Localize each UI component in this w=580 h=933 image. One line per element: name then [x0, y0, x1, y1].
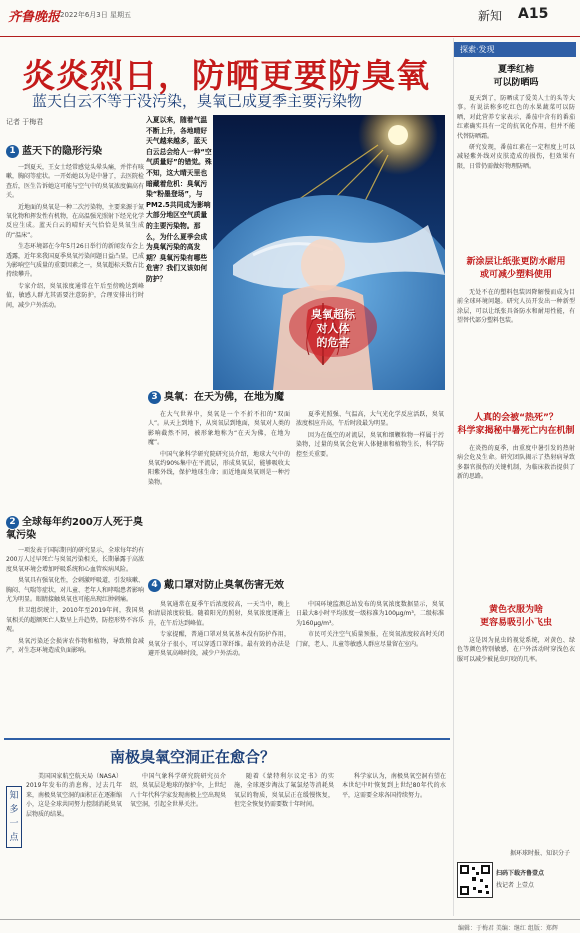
right-article-2-body — [457, 288, 575, 408]
paragraph: 一项发表于国际期刊的研究显示，全球每年约有200万人过早死亡与臭氧污染相关，长期暴露于高浓度臭氧环境会增加呼吸系统和心血管疾病风险。 — [6, 547, 144, 573]
headline-line: 可以防晒吗 — [493, 78, 539, 88]
qr-code-icon — [458, 863, 492, 897]
bottom-col-4 — [342, 772, 446, 914]
reporter-byline: 记者 于梅君 — [6, 118, 44, 126]
section-3-body-left — [148, 410, 290, 565]
section-1-title — [6, 145, 144, 158]
paragraph: 无处不在的塑料包装因降解慢而成为目前全球环境问题。研究人员开发出一种新型涂层，可以让纸张具备防水和耐用性能，有望替代部分塑料包装。 — [457, 289, 575, 325]
paragraph: 在炎热的夏季，由重度中暑引发的热射病会危及生命。研究团队揭示了热射病导致多器官损伤的关键机制，为临床救治提供了新的思路。 — [457, 445, 575, 481]
source-credit: 据环球时报、知识分子 — [510, 850, 571, 857]
section-2-number: 2 — [6, 516, 19, 529]
paragraph: 近地面的臭氧是一种二次污染物，主要来源于氮氧化物和挥发性有机物，在高温强光照射下经光化学反应生成。蓝天白云的晴好天气恰恰是臭氧生成的“温床”。 — [6, 203, 144, 239]
bottom-col-3 — [234, 772, 334, 914]
paragraph: 臭氧具有强氧化性，会刺激呼吸道，引发咳嗽、胸闷、气喘等症状，对儿童、老年人和哮喘患者影响尤为明显。眼睛接触臭氧也可能出现红肿刺痛。 — [6, 577, 144, 604]
paragraph: 一到夏天，王女士经常感觉头晕头痛，并伴有咳嗽，胸闷等症状。一开始她以为是中暑了，去医院检查后，医生告诉她这可能与空气中的臭氧浓度偏高有关。 — [6, 164, 144, 200]
masthead — [0, 0, 580, 37]
intro-lead: 入夏以来，随着气温不断上升，各地晴好天气越来越多，蓝天白云总会给人一种“空气质量好”的错觉。殊不知，这大晴天里也暗藏着危机：臭氧污染“粉墨登场”，与PM2.5共同成为影响大部分地区空气质量的主要污染物。那么，为什么夏季会成为臭氧污染的高发期？臭氧污染有哪些危害？我们又该如何防护？ — [146, 116, 212, 283]
section-3-title — [148, 391, 443, 404]
section-name: 新知 — [478, 9, 503, 23]
right-article-1-body — [457, 94, 575, 252]
paragraph: 在大气世界中，臭氧是一个不折不扣的“双面人”。从天上到地下，从臭氧层到地面，臭氧对人类的影响截然不同，被形象地称为“在天为佛，在地为魔”。 — [148, 411, 290, 447]
section-1-number: 1 — [6, 145, 19, 158]
headline-line: 或可减少塑料使用 — [479, 270, 552, 280]
paragraph: 夏季光照强、气温高，大气光化学反应活跃，臭氧浓度相应升高，午后时段最为明显。 — [296, 411, 444, 428]
section-1-title-text: 蓝天下的隐形污染 — [22, 146, 102, 157]
right-article-3-body — [457, 444, 575, 600]
page-number: A15 — [518, 6, 549, 22]
main-headline: 炎炎烈日，防晒更要防臭氧 — [22, 56, 430, 95]
headline-line: 新涂层让纸张更防水耐用 — [466, 257, 566, 267]
paragraph: 夏天到了，防晒成了爱美人士的头等大事。有说法称多吃红色的水果蔬菜可以防晒，对此营养专家表示，番茄中含有的番茄红素确实具有一定的抗氧化作用，但并不能代替防晒霜。 — [457, 95, 575, 140]
section-4-title-text: 戴口罩对防止臭氧伤害无效 — [164, 580, 284, 591]
editor-credits: 编辑：于梅君 美编：继红 组版：郑辉 — [458, 925, 558, 932]
illustration-caption: 臭氧超标 对人体 的危害 — [311, 308, 355, 349]
paragraph: 中国气象科学研究院研究员介绍，地球大气中的臭氧约90%集中在平流层，形成臭氧层，能够吸收太阳紫外线，保护地球生命；而近地面臭氧则是一种污染物。 — [148, 450, 290, 486]
right-article-2-title — [456, 256, 576, 282]
section-2-body — [6, 546, 144, 734]
section-2-title-text: 全球每年约200万人死于臭氧污染 — [6, 517, 143, 541]
bottom-col-1 — [26, 772, 122, 914]
bottom-side-label: 知多一点 — [6, 786, 22, 848]
headline-line: 更容易吸引小飞虫 — [479, 618, 552, 628]
right-article-1-title — [456, 64, 576, 90]
headline-line: 人真的会被“热死”？ — [474, 413, 558, 423]
bottom-col-2 — [130, 772, 226, 914]
paragraph: 臭氧污染还会损害农作物和植物，导致粮食减产，对生态环境造成负面影响。 — [6, 637, 144, 655]
headline-line: 夏季红柿 — [497, 65, 534, 75]
paragraph: 专家提醒，普通口罩对臭氧基本没有防护作用，臭氧分子很小，可以穿透口罩纤维。最有效的办法是避开臭氧高峰时段，减少户外活动。 — [148, 631, 290, 658]
section-4-title — [148, 579, 443, 592]
section-4-body-left — [148, 600, 290, 732]
paragraph: 市民可关注空气质量预报，在臭氧浓度较高时关闭门窗，老人、儿童等敏感人群应尽量留在室内。 — [296, 631, 444, 648]
qr-caption-2: 找记者 上壹点 — [496, 882, 534, 889]
section-4-body-right — [296, 600, 444, 732]
section-1-body — [6, 163, 144, 493]
right-article-3-title — [456, 412, 576, 438]
right-article-4-title — [456, 604, 576, 630]
qr-code[interactable] — [457, 862, 493, 898]
section-3-body-right — [296, 410, 444, 565]
paragraph: 世卫组织统计，2010年至2019年间，我国臭氧相关的超额死亡人数呈上升趋势，防控形势不容乐观。 — [6, 607, 144, 634]
issue-date: 2022年6月3日 星期五 — [60, 11, 131, 19]
headline-line: 科学家揭秘中暑死亡内在机制 — [457, 426, 575, 436]
headline-line: 黄色衣服为啥 — [488, 605, 543, 615]
section-3-number: 3 — [148, 391, 161, 404]
bottom-feature-title: 南极臭氧空洞正在愈合？ — [110, 748, 276, 766]
paragraph: 专家介绍，臭氧浓度通常在午后至傍晚达到峰值，敏感人群尤其需要注意防护，合理安排出行时间，减少户外活动。 — [6, 282, 144, 309]
section-2-title — [6, 516, 144, 542]
paragraph: 臭氧通常在夏季午后浓度较高，一天当中，晚上和清晨浓度较低。随着阳光的照射，臭氧浓度逐渐上升，在午后达到峰值。 — [148, 601, 290, 627]
section-4-number: 4 — [148, 579, 161, 592]
paragraph: 中国环境监测总站发布的臭氧浓度数据显示，臭氧日最大8小时平均浓度一级标准为100μg/m³，二级标准为160μg/m³。 — [296, 601, 444, 627]
paragraph: 随着《蒙特利尔议定书》的实施，全球逐步淘汰了氟氯烃等消耗臭氧层的物质，臭氧层正在缓慢恢复，但完全恢复仍需要数十年时间。 — [234, 773, 334, 809]
page-footer — [0, 919, 580, 933]
right-article-4-body — [457, 636, 575, 836]
column-tag: 探索·发现 — [454, 42, 576, 57]
paragraph: 科学家认为，南极臭氧空洞有望在本世纪中叶恢复到上世纪80年代的水平，这需要全球各国持续努力。 — [342, 773, 446, 799]
paragraph: 美国国家航空航天局（NASA）2019年发布的消息称，过去几年来，南极臭氧空洞的面积正在逐渐缩小，这是全球共同努力控制消耗臭氧层物质的结果。 — [26, 773, 122, 818]
newspaper-logo: 齐鲁晚报 — [8, 10, 61, 25]
section-3-title-text: 臭氧：在天为佛，在地为魔 — [164, 392, 284, 403]
paragraph: 因为在低空的对流层，臭氧和细颗粒物一样属于污染物，过量的臭氧会危害人体健康和植物生长，科学防控至关重要。 — [296, 431, 444, 458]
paragraph: 研究发现，番茄红素在一定程度上可以减轻紫外线对皮肤造成的损伤，但效果有限，日常仍需做好物理防晒。 — [457, 144, 575, 170]
paragraph: 这是因为昆虫的视觉系统，对黄色、绿色等颜色特别敏感，在户外活动时穿浅色衣服可以减少被昆虫叮咬的几率。 — [457, 637, 575, 663]
paragraph: 生态环境部在今年5月26日举行的新闻发布会上透露，近年来我国夏季臭氧污染问题日益凸显，已成为影响空气质量的重要因素之一，臭氧超标天数占比持续攀升。 — [6, 243, 144, 279]
qr-caption-1: 扫码下载齐鲁壹点 — [496, 870, 545, 877]
paragraph: 中国气象科学研究院研究员介绍，臭氧层是地球的保护伞，上世纪八十年代科学家发现南极上空出现臭氧空洞，引起全世界关注。 — [130, 773, 226, 809]
sub-headline: 蓝天白云不等于没污染，臭氧已成夏季主要污染物 — [32, 92, 363, 110]
